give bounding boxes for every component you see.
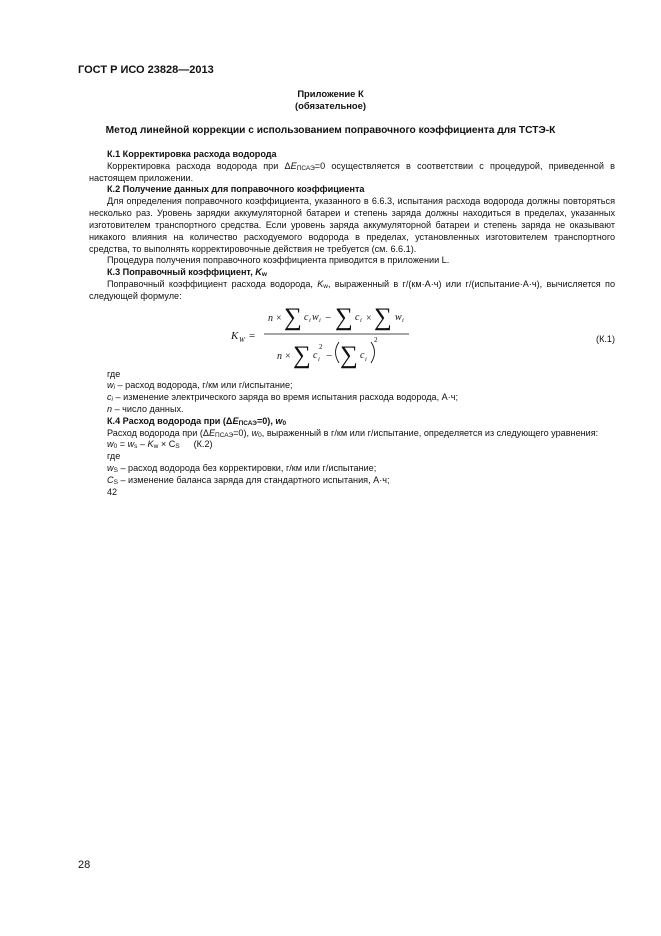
svg-text:w: w bbox=[395, 311, 402, 323]
svg-text:c: c bbox=[313, 349, 318, 361]
svg-text:c: c bbox=[304, 311, 309, 323]
svg-text:i: i bbox=[360, 316, 362, 324]
svg-text:=: = bbox=[249, 329, 256, 342]
legend-item: $c_i$ – изменение электрического заряда во время испытания расхода водорода, А·ч; bbox=[107, 392, 459, 404]
svg-text:K: K bbox=[231, 329, 239, 342]
section-title: Метод линейной коррекции с использованием поправочного коэффициента для ТСТЭ-К bbox=[105, 125, 556, 136]
k4-paragraph: Расход водорода при $(\Delta E_{ПСАЭ}=0)$, $w_0$, выраженный в г/км или г/испытание, определяется из следующего уравнения: bbox=[107, 427, 599, 439]
stray-number: 42 bbox=[107, 486, 118, 497]
svg-text:−: − bbox=[325, 311, 332, 324]
k1-paragraph: Корректировка расхода водорода при $\Delta E_{ПСАЭ}=0$ осуществляется в соответствии с процедурой, приведенной в настоящем приложении. bbox=[89, 160, 615, 183]
formula-k2: $w_0 = w_s - K_w \times C_S$ (К.2) bbox=[107, 439, 213, 451]
svg-text:2: 2 bbox=[319, 342, 323, 351]
svg-text:i: i bbox=[318, 355, 320, 363]
legend-where: где bbox=[107, 368, 121, 379]
k4-legend-item: $C_S$ – изменение баланса заряда для стандартного испытания, А·ч; bbox=[107, 474, 390, 486]
k4-where: где bbox=[107, 451, 121, 462]
k3-paragraph: Поправочный коэффициент расхода водорода, $K_w$, выраженный в г/(км·А·ч) или г/(испытание·А·ч), вычисляется по следующей формуле: bbox=[89, 278, 616, 301]
k4-legend-item: $w_S$ – расход водорода без корректировки, г/км или г/испытание; bbox=[107, 463, 377, 475]
svg-text:∑: ∑ bbox=[284, 304, 302, 331]
svg-text:−: − bbox=[326, 349, 333, 362]
svg-text:i: i bbox=[402, 316, 404, 324]
k1-heading: К.1 Корректировка расхода водорода bbox=[107, 149, 277, 159]
appendix-status: (обязательное) bbox=[295, 100, 366, 111]
svg-text:W: W bbox=[239, 335, 245, 344]
svg-text:i: i bbox=[319, 316, 321, 324]
page-number: 28 bbox=[78, 859, 91, 871]
svg-text:×: × bbox=[276, 312, 282, 324]
legend-item: n – число данных. bbox=[107, 404, 184, 414]
formula-k1 bbox=[89, 303, 615, 369]
svg-text:c: c bbox=[360, 349, 365, 361]
svg-text:w: w bbox=[312, 311, 319, 323]
document-body bbox=[89, 149, 615, 499]
k2-paragraph: Для определения поправочного коэффициента, указанного в 6.6.3, испытания расхода водорода должны повторяться несколько раз. Уровень зарядки аккумуляторной батареи и степень заряда должны находиться в пределах, указанных изготовителем транспортного средства. Если уровень заряда аккумуляторной батареи и степень заряда не оказывают никакого влияния на количество расходуемого водорода в пределах, установленных изготовителем транспортного средства, то выполнять корректировочные действия не требуется (см. 6.6.1). bbox=[89, 196, 615, 254]
svg-text:n: n bbox=[277, 350, 282, 362]
svg-text:2: 2 bbox=[374, 335, 378, 344]
k2-procedure: Процедура получения поправочного коэффициента приводится в приложении L. bbox=[107, 255, 450, 266]
svg-text:i: i bbox=[309, 316, 311, 324]
svg-text:c: c bbox=[355, 311, 360, 323]
svg-text:n: n bbox=[268, 312, 273, 324]
formula-k2-number: (К.2) bbox=[193, 439, 213, 450]
k4-heading: К.4 Расход водорода при $(\Delta E_{ПСАЭ}=0)$, $w_0$ bbox=[107, 415, 287, 427]
svg-text:×: × bbox=[366, 312, 372, 324]
formula-k1-number: (К.1) bbox=[596, 333, 615, 344]
svg-text:∑: ∑ bbox=[293, 341, 311, 369]
standard-code: ГОСТ Р ИСО 23828—2013 bbox=[78, 64, 214, 76]
svg-text:∑: ∑ bbox=[340, 341, 358, 369]
svg-text:×: × bbox=[285, 350, 291, 362]
formula-k1-graphic bbox=[231, 305, 471, 369]
svg-text:∑: ∑ bbox=[374, 304, 392, 331]
k2-heading: К.2 Получение данных для поправочного коэффициента bbox=[107, 184, 365, 195]
appendix-title: Приложение К bbox=[297, 88, 364, 99]
svg-text:∑: ∑ bbox=[335, 304, 353, 331]
svg-text:i: i bbox=[365, 355, 367, 363]
k3-heading: К.3 Поправочный коэффициент, $K_w$ bbox=[107, 267, 267, 279]
legend-item: $w_i$ – расход водорода, г/км или г/испытание; bbox=[107, 380, 293, 392]
